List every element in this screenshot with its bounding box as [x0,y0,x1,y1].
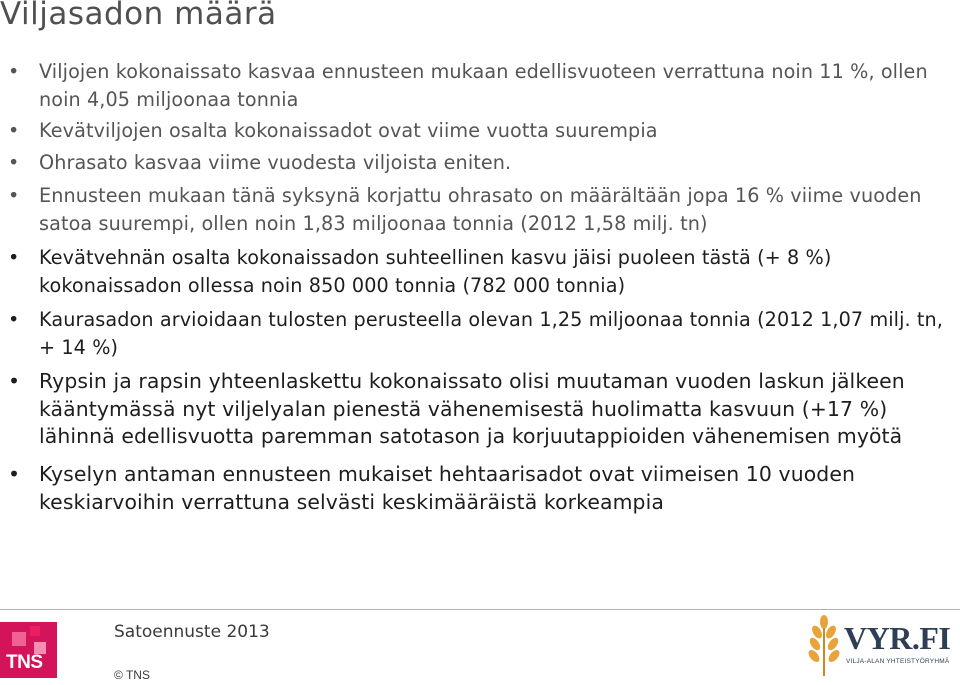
slide-title: Viljasadon määrä [0,0,277,32]
footer-title: Satoennuste 2013 [114,622,270,642]
bullet-list [0,58,960,517]
bullet-item: • Kaurasadon arvioidaan tulosten perusteella olevan 1,25 miljoonaa tonnia (2012 1,07 milj. tn, + 14 %) [0,306,960,361]
footer-copyright: © TNS [114,668,150,682]
wheat-icon [802,614,846,678]
tns-logo-square [30,626,40,636]
bullet-item: • Ennusteen mukaan tänä syksynä korjattu ohrasato on määrältään jopa 16 % viime vuoden satoa suurempi, ollen noin 1,83 miljoonaa tonnia (2012 1,58 milj. tn) [0,182,960,237]
bullet-item: • Kevätvehnän osalta kokonaissadon suhteellinen kasvu jäisi puoleen tästä (+ 8 %) kokonaissadon ollessa noin 850 000 tonnia (782 000 tonnia) [0,244,960,299]
bullet-item: • Rypsin ja rapsin yhteenlaskettu kokonaissato olisi muutaman vuoden laskun jälkeen kääntymässä nyt viljelyalan pienestä vähenemisestä huolimatta kasvuun (+17 %) lähinnä edellisvuotta paremman satotason ja korjuutappioiden vähenemisen myötä [0,368,960,451]
bullet-item: • Kevätviljojen osalta kokonaissadot ovat viime vuotta suurempia [0,117,960,145]
vyr-logo-name: VYR.FI [844,620,951,656]
footer-divider [0,609,960,610]
bullet-item: • Ohrasato kasvaa viime vuodesta viljoista eniten. [0,149,960,177]
bullet-item: • Viljojen kokonaissato kasvaa ennusteen mukaan edellisvuoteen verrattuna noin 11 %, ollen noin 4,05 miljoonaa tonnia [0,58,960,113]
tns-logo-text: TNS [6,652,43,673]
tns-logo [0,622,57,678]
vyr-logo [800,614,960,680]
tns-logo-square [12,632,26,646]
vyr-logo-tagline: VILJA-ALAN YHTEISTYÖRYHMÄ [846,658,950,665]
bullet-item: • Kyselyn antaman ennusteen mukaiset hehtaarisadot ovat viimeisen 10 vuoden keskiarvoihin verrattuna selvästi keskimääräistä korkeampia [0,461,960,516]
